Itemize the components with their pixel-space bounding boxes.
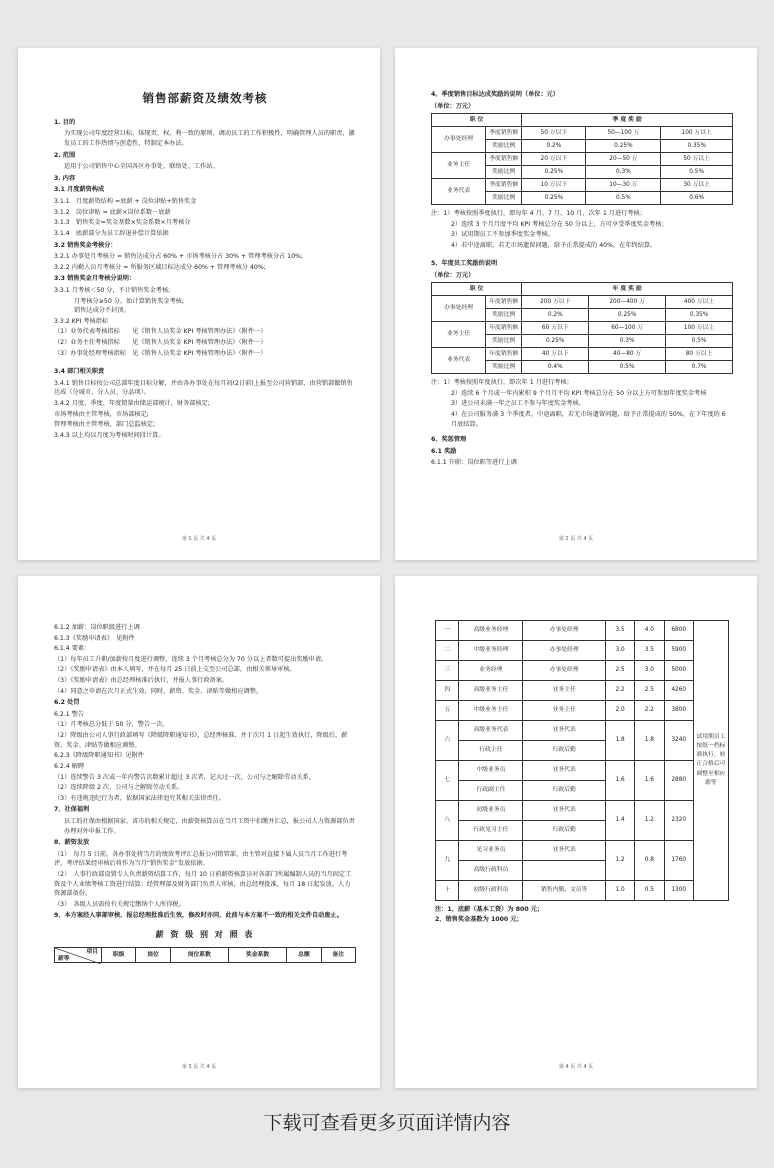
- table-cell: 0.3%: [589, 335, 666, 348]
- table-cell: 年度销售额: [486, 296, 522, 309]
- text-line: 3.3 销售奖金月考核分说明：: [54, 275, 136, 283]
- position-cell: 业务代表: [432, 348, 486, 374]
- bc-cell: 3.5: [635, 640, 664, 660]
- diag-top-label: 项目: [86, 949, 98, 956]
- salary-grade-table: [435, 620, 729, 901]
- pc-cell: 3.5: [605, 621, 634, 641]
- post-cell: 销售内勤、文员等: [523, 880, 606, 900]
- text-line: 销售达成分不封顶。: [74, 307, 130, 315]
- table-row: [436, 800, 729, 820]
- text-line: （1） 每月 5 日前，各办事处将当月的绩效考评汇总报公司销管部，由主管对直接下属人员当月工作进行考评，考评结果经审核后将作为当月“销售奖金”发放依据。: [54, 850, 348, 868]
- note-line: 2）连续 3 个月月度平均 KPI 考核总分在 50 分以上，方可享受季度奖金考核；: [451, 220, 668, 228]
- position-cell: 业务代表: [432, 179, 486, 205]
- text-line: 6.2.4 解聘: [54, 762, 85, 770]
- text-line: 6.2 处罚: [54, 699, 80, 707]
- bc-cell: 4.0: [635, 621, 664, 641]
- note-line: 2）连续 6 个月或一年内累积 9 个月月平均 KPI 考核总分在 50 分以上方可参加年度奖金考核: [451, 389, 707, 397]
- table-cell: 奖励比例: [486, 192, 522, 205]
- table-row: [436, 640, 729, 660]
- note-line: 2、销售奖金基数为 1000 元；: [435, 916, 523, 924]
- level-cell: 高级行政科员: [459, 860, 523, 880]
- text-line: （2）降级由公司人事行政部填写《降级降职通知书》，总经理核准，并于次月 1 日起生效执行，降级后，薪资、奖金、津贴等做相应调整。: [54, 732, 348, 749]
- table-cell: 奖励比例: [486, 166, 522, 179]
- level-cell: 行政主任: [459, 740, 523, 760]
- table-cell: 季度销售额: [486, 179, 522, 192]
- table-row: [436, 680, 729, 700]
- post-cell: 办事处经理: [523, 640, 606, 660]
- grade-cell: 一: [436, 621, 459, 641]
- table-cell: 0.35%: [661, 140, 733, 153]
- unit-label: （单位：万元）: [431, 271, 475, 279]
- post-cell: 业务代表: [523, 840, 606, 860]
- table-cell: 0.5%: [589, 361, 666, 374]
- salary-table-title: 薪 资 级 别 对 照 表: [155, 930, 255, 940]
- remark-cell: 试用期员工按纸一档标准执行，转正合格后可调整至相应薪等: [693, 621, 728, 901]
- table-cell: 30 万以上: [661, 179, 733, 192]
- text-line: 2. 范围: [54, 151, 76, 159]
- table-cell: 400 万以上: [666, 296, 733, 309]
- post-cell: 业务主任: [523, 680, 606, 700]
- total-cell: 6800: [664, 621, 693, 641]
- text-line: （4）同意之申请在次月正式生效，同时，薪资、奖金、津贴等做相应调整。: [54, 687, 263, 695]
- diagonal-header-cell: [55, 948, 102, 963]
- header-cell: 奖金系数: [228, 948, 286, 963]
- grade-cell: 四: [436, 680, 459, 700]
- table-cell: 0.5%: [666, 335, 733, 348]
- text-line: （1）连续警告 3 次或一年内警告次数累计超过 3 次者，记大过一次，公司与之解除劳动关系。: [54, 773, 315, 781]
- table-cell: 0.25%: [589, 309, 666, 322]
- header-cell: 岗位: [136, 948, 170, 963]
- text-line: 1. 目的: [54, 118, 76, 126]
- total-cell: 2880: [664, 760, 693, 800]
- section-4-heading: 4、季度销售目标达成奖励的说明（单位：元）: [431, 91, 560, 98]
- note-line: 3）试用期员工不参加季度奖金考核。: [451, 231, 554, 239]
- text-line: 员工的社保由根据国家、省市的相关规定，由薪资核算员在当月工资中扣缴并汇总，报公司人力资源部负责办理对外申报工作。: [64, 817, 355, 835]
- text-line: 3.4.2 月度、季度、年度销量由储运部统计，财务部核定;: [54, 400, 210, 408]
- text-line: 3.2 销售奖金考核分：: [54, 241, 117, 249]
- table-cell: 季度销售额: [486, 153, 522, 166]
- note-line: 3）进公司未满一年之员工不参与年度奖金考核。: [451, 400, 585, 408]
- pc-cell: 1.6: [605, 760, 634, 800]
- text-line: 3.1.4 底薪部分为员工辞退补偿计算依据: [54, 229, 169, 237]
- table-cell: 20 万以下: [522, 153, 586, 166]
- text-line: 6.2.3《降级降职通知书》见附件: [54, 752, 144, 760]
- pc-cell: 3.0: [605, 640, 634, 660]
- header-reward: 年 度 奖 励: [522, 283, 733, 296]
- text-line: 3.4.3 以上均以月度为考核时间段计算。: [54, 431, 165, 439]
- text-line: 管理考核由主管考核，部门总监核定;: [54, 421, 156, 429]
- level-cell: 业务经理: [459, 660, 523, 680]
- text-line: 3.2.2 内勤人员月考核分 = 所服务区域目标达成分 60% + 管理考核分 40%;: [54, 263, 266, 271]
- page3-body: [54, 623, 356, 921]
- total-cell: 5900: [664, 640, 693, 660]
- text-line: （1）业务代表考核指标 见《销售人员奖金 KPI 考核管理办法》（附件一）: [54, 328, 267, 336]
- level-cell: 高级业务代表: [459, 720, 523, 740]
- post-cell: 业务代表: [523, 800, 606, 820]
- total-cell: 4260: [664, 680, 693, 700]
- document-page-3: [18, 576, 380, 1088]
- table-row: [432, 348, 733, 361]
- table-row: [436, 720, 729, 740]
- text-line: 6.1.3《奖励申请表》 见附件: [54, 634, 135, 642]
- text-line: 3.2.1 办事处月考核分 = 销售达成分占 60% + 市场考核分占 30% + 管理考核分占 10%;: [54, 253, 303, 261]
- table-cell: 奖励比例: [486, 361, 522, 374]
- table-cell: 0.25%: [522, 192, 586, 205]
- pc-cell: 2.5: [605, 660, 634, 680]
- total-cell: 3240: [664, 720, 693, 760]
- text-line: 3.1.1 月度薪资结构 =底薪 + 岗位津贴+销售奖金: [54, 198, 197, 206]
- pc-cell: 2.0: [605, 700, 634, 720]
- post-cell: 业务主任: [523, 700, 606, 720]
- level-cell: 见习业务员: [459, 840, 523, 860]
- text-line: 3.1.2 岗位津贴 = 底薪×岗位系数－底薪: [54, 208, 171, 216]
- text-line: 7、社保福利: [54, 806, 90, 814]
- table-cell: 0.2%: [522, 309, 589, 322]
- level-cell: 高级业务经理: [459, 621, 523, 641]
- text-line: （1）月考核总分低于 50 分，警告一次。: [54, 721, 169, 729]
- section-6-1-1: 6.1.1 升职：岗位职等进行上调: [431, 459, 517, 467]
- text-line: 市场考核由主管考核，市场部核定;: [54, 410, 149, 418]
- text-line: （3）办事处经理考核指标 见《销售人员奖金 KPI 考核管理办法》（附件一）: [54, 349, 267, 357]
- text-line: 3. 内容: [54, 174, 76, 182]
- table-row: [432, 127, 733, 140]
- section-6-heading: 6、奖惩管理: [431, 436, 467, 443]
- pc-cell: 1.8: [605, 720, 634, 760]
- grade-cell: 七: [436, 760, 459, 800]
- section-6-1-heading: 6.1 奖励: [431, 447, 457, 455]
- table-row: [436, 660, 729, 680]
- bc-cell: 2.5: [635, 680, 664, 700]
- table-cell: 0.2%: [522, 140, 586, 153]
- annual-notes: [431, 378, 733, 431]
- text-line: [54, 359, 356, 365]
- text-line: 适用于公司销售中心全国各区办事处、联络处、工作站。: [64, 163, 219, 171]
- table-cell: 年度销售额: [486, 348, 522, 361]
- table-cell: 200—400 万: [589, 296, 666, 309]
- page-footer: 第 1 页 共 4 页: [181, 536, 217, 542]
- bc-cell: 3.0: [635, 660, 664, 680]
- page1-body: [54, 118, 356, 441]
- total-cell: 3800: [664, 700, 693, 720]
- bc-cell: 0.5: [635, 880, 664, 900]
- text-line: 为实现公司年度经营目标，体现责、权、利一致的原则，调动员工的工作积极性，明确管理人员的职责，激发员工的工作热情与创造性，特制定本办法。: [64, 130, 355, 148]
- pc-cell: 1.4: [605, 800, 634, 840]
- text-line: 3.3.1 月考核＜50 分，不计销售奖金考核;: [54, 286, 171, 294]
- table-row: [436, 621, 729, 641]
- header-position: 职 位: [432, 114, 522, 127]
- table-cell: 50 万以上: [661, 153, 733, 166]
- position-cell: 业务主任: [432, 322, 486, 348]
- text-line: 8、薪资发放: [54, 839, 90, 847]
- text-line: （3）有违规违纪行为者，依据国家法律追究其相关法律责任。: [54, 794, 225, 802]
- level-cell: 高级业务主任: [459, 680, 523, 700]
- table-cell: 200 万以下: [522, 296, 589, 309]
- unit-label: （单位：万元）: [431, 102, 475, 110]
- grade-cell: 八: [436, 800, 459, 840]
- post-cell: 行政后勤: [523, 740, 606, 760]
- text-line: 3.4 部门相关职责: [54, 368, 105, 376]
- total-cell: 2320: [664, 800, 693, 840]
- table-cell: 奖励比例: [486, 140, 522, 153]
- text-line: 3.1.3 销售奖金=奖金基数×奖金系数×月考核分: [54, 219, 191, 227]
- table-cell: 0.35%: [666, 309, 733, 322]
- position-cell: 业务主任: [432, 153, 486, 179]
- bc-cell: 0.8: [635, 840, 664, 880]
- table-cell: 0.3%: [586, 166, 661, 179]
- grade-cell: 六: [436, 720, 459, 760]
- post-cell: [523, 860, 606, 880]
- table-cell: 50—100 万: [586, 127, 661, 140]
- total-cell: 1760: [664, 840, 693, 880]
- table-cell: 0.4%: [522, 361, 589, 374]
- table-cell: 80 万以上: [666, 348, 733, 361]
- position-cell: 办事处经理: [432, 127, 486, 153]
- level-cell: 中级业务员: [459, 760, 523, 780]
- table-cell: 0.25%: [522, 335, 589, 348]
- post-cell: 行政后勤: [523, 780, 606, 800]
- table-cell: 0.7%: [666, 361, 733, 374]
- table-row: [436, 760, 729, 780]
- text-line: 6.1.4 要素：: [54, 645, 91, 653]
- table-cell: 0.6%: [661, 192, 733, 205]
- table-row: [432, 322, 733, 335]
- text-line: （1）每年员工升职/加薪按月度进行调整，连续 3 个月考核总分为 70 分以上者数可提出奖励申请。: [54, 655, 328, 663]
- quarterly-reward-table: [431, 113, 733, 205]
- post-cell: 办事处经理: [523, 621, 606, 641]
- table-cell: 10 万以下: [522, 179, 586, 192]
- table-cell: 40 万以下: [522, 348, 589, 361]
- post-cell: 业务代表: [523, 760, 606, 780]
- table-row: [432, 179, 733, 192]
- table-cell: 40—80 万: [589, 348, 666, 361]
- table-cell: 10—30 万: [586, 179, 661, 192]
- table-cell: 100 万以上: [661, 127, 733, 140]
- download-caption: 下载可查看更多页面详情内容: [263, 1112, 511, 1134]
- grade-cell: 十: [436, 880, 459, 900]
- header-cell: 岗位系数: [170, 948, 228, 963]
- table-row: [432, 153, 733, 166]
- table-cell: 60 万以下: [522, 322, 589, 335]
- text-line: 3.3.2 KPI 考核指标: [54, 317, 109, 325]
- table-cell: 年度销售额: [486, 322, 522, 335]
- table-cell: 60—100 万: [589, 322, 666, 335]
- level-cell: 初级行政科员: [459, 880, 523, 900]
- total-cell: 1300: [664, 880, 693, 900]
- table-cell: 0.5%: [661, 166, 733, 179]
- page-footer: 第 3 页 共 4 页: [181, 1064, 217, 1070]
- text-line: 3.4.1 销售目标按公司总部年度目标分解，并由各办事处在每月初(2日前)上报至公司营销部，由营销部做销售达成（分城市、分人员、分品项）。: [54, 379, 353, 397]
- level-cell: 中级业务主任: [459, 700, 523, 720]
- table-row: [432, 296, 733, 309]
- text-line: （3） 各级人员需按有关规定缴纳个人所得税。: [54, 900, 185, 908]
- level-cell: 行政见习主任: [459, 820, 523, 840]
- text-line: 6.2.1 警告: [54, 710, 85, 718]
- table-cell: 100 万以上: [666, 322, 733, 335]
- grade-cell: 五: [436, 700, 459, 720]
- text-line: （2）《奖励申请表》由本人填写，并在每月 25 日前上交至公司总部，由相关领导审核。: [54, 666, 296, 674]
- text-line: （3）《奖励申请表》由总经理核准后执行，并报人事行政备案。: [54, 677, 229, 685]
- annual-reward-table: [431, 282, 733, 374]
- document-page-4: [395, 576, 757, 1088]
- grade-cell: 九: [436, 840, 459, 880]
- document-page-2: [395, 48, 757, 560]
- post-cell: 办事处经理: [523, 660, 606, 680]
- document-page-1: [18, 48, 380, 560]
- note-line: 注：1）考核按照季度执行，即每年 4 月、7 月、10 月、次年 1 月进行考核；: [431, 210, 646, 218]
- text-line: 3.1 月度薪资构成: [54, 186, 105, 194]
- header-cell: 备注: [321, 948, 355, 963]
- table-cell: 50 万以下: [522, 127, 586, 140]
- header-cell: 总额: [287, 948, 321, 963]
- salary-grade-header-table: [54, 947, 356, 963]
- note-line: 注：1、底薪（基本工资）为 800 元；: [435, 905, 544, 913]
- table-cell: 0.5%: [586, 192, 661, 205]
- salary-notes: [435, 905, 729, 926]
- note-line: 注：1）考核按照年度执行，即次年 1 月进行考核；: [431, 379, 573, 387]
- document-title: 销售部薪资及绩效考核: [142, 91, 268, 105]
- note-line: 4）若中途离职，若无市场遗留问题，给予正常提成的 40%，在年终结算。: [451, 241, 657, 249]
- pc-cell: 1.0: [605, 880, 634, 900]
- pc-cell: 2.2: [605, 680, 634, 700]
- table-cell: 奖励比例: [486, 309, 522, 322]
- text-line: （2） 人事行政部设置专人负责薪资结算工作，每月 10 日前薪资核算员对各部门所属编制人员的当月固定工资及个人业绩考核工资进行结算；经管理部及财务部门负责人审核，由总经理批准，每月 18 日起发放。人力资源部备份。: [54, 871, 352, 898]
- table-row: [436, 880, 729, 900]
- quarterly-notes: [431, 209, 733, 251]
- post-cell: 行政后勤: [523, 820, 606, 840]
- section-5-heading: 5、年度员工奖励的说明: [431, 260, 498, 268]
- table-cell: 0.25%: [522, 166, 586, 179]
- level-cell: 初级业务员: [459, 800, 523, 820]
- level-cell: 中级业务经理: [459, 640, 523, 660]
- grade-cell: 三: [436, 660, 459, 680]
- table-cell: 20—50 万: [586, 153, 661, 166]
- table-row: [436, 700, 729, 720]
- text-line: 6.1.2 加薪：岗位职级进行上调: [54, 624, 140, 631]
- total-cell: 5000: [664, 660, 693, 680]
- text-line: 月考核分≥50 分，始计算销售奖金考核;: [74, 297, 184, 305]
- bc-cell: 1.2: [635, 800, 664, 840]
- level-cell: 行政副主任: [459, 780, 523, 800]
- bc-cell: 1.6: [635, 760, 664, 800]
- grade-cell: 二: [436, 640, 459, 660]
- text-line: （2）业务主任考核指标 见《销售人员奖金 KPI 考核管理办法》（附件一）: [54, 339, 267, 346]
- bc-cell: 1.8: [635, 720, 664, 760]
- position-cell: 办事处经理: [432, 296, 486, 322]
- page-footer: 第 4 页 共 4 页: [558, 1064, 594, 1070]
- table-cell: 奖励比例: [486, 335, 522, 348]
- note-line: 4）在公司服务满 3 个季度者，中途离职，若无市场遗留问题，给予正常提成的 50%，在下年度的 6 月底结算。: [451, 410, 726, 429]
- pc-cell: 1.2: [605, 840, 634, 880]
- post-cell: 业务代表: [523, 720, 606, 740]
- bc-cell: 2.2: [635, 700, 664, 720]
- table-cell: 0.25%: [586, 140, 661, 153]
- page-footer: 第 2 页 共 4 页: [558, 536, 594, 542]
- table-row: [436, 840, 729, 860]
- table-cell: 季度销售额: [486, 127, 522, 140]
- text-line: 9、本方案经人事部审核、报总经理批准后生效，修改时亦同，此前与本方案不一致的相关文件自动废止。: [54, 912, 343, 920]
- header-reward: 季 度 奖 励: [522, 114, 733, 127]
- diag-bottom-label: 薪等: [58, 956, 70, 963]
- header-position: 职 位: [432, 283, 522, 296]
- header-cell: 职级: [102, 948, 136, 963]
- text-line: （2）连续降级 2 次，公司与之解除劳动关系。: [54, 784, 184, 792]
